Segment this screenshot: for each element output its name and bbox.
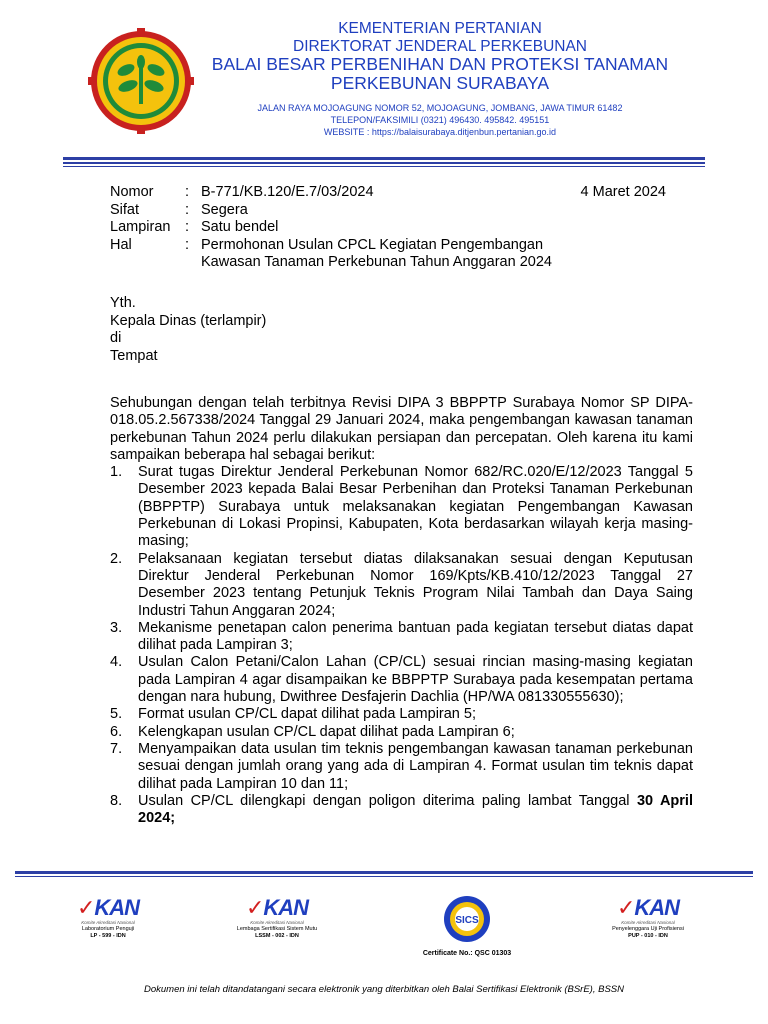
list-item-number: 1. — [110, 464, 123, 481]
meta-label: Sifat — [110, 201, 140, 218]
meta-value: Segera — [201, 201, 248, 218]
kan-cert-lssm — [227, 896, 327, 956]
list-item-text: Format usulan CP/CL dapat dilihat pada Lampiran 5; — [138, 706, 476, 723]
list-item — [110, 654, 693, 706]
list-item-number: 4. — [110, 654, 123, 671]
instruction-list — [110, 464, 693, 827]
kan-subtitle: Komite Akreditasi Nasional — [621, 920, 675, 925]
sics-cert — [412, 894, 522, 957]
kan-subtitle: Komite Akreditasi Nasional — [81, 920, 135, 925]
meta-colon: : — [185, 236, 190, 253]
addressee-place: Tempat — [110, 347, 158, 364]
list-item-number: 2. — [110, 550, 123, 567]
kan-logo-icon: ✓KAN — [76, 895, 140, 920]
list-item — [110, 706, 693, 723]
header-divider-medium — [63, 162, 705, 164]
meta-row-hal — [110, 237, 670, 272]
addressee-di: di — [110, 330, 122, 346]
directorate-name: DIREKTORAT JENDERAL PERKEBUNAN — [293, 38, 587, 55]
meta-colon: : — [185, 219, 190, 236]
kan-logo-icon: ✓KAN — [616, 895, 680, 920]
kan-subtitle: Komite Akreditasi Nasional — [250, 920, 304, 925]
institution-website[interactable]: WEBSITE : https://balaisurabaya.ditjenbun.pertanian.go.id — [323, 127, 557, 137]
list-item-text: Kelengkapan usulan CP/CL dapat dilihat pada Lampiran 6; — [138, 723, 515, 740]
footer-divider-thin — [15, 876, 753, 877]
meta-label: Hal — [110, 236, 132, 253]
list-item — [110, 741, 693, 793]
ministry-name: KEMENTERIAN PERTANIAN — [338, 20, 542, 37]
header-divider-thick — [63, 157, 705, 160]
e-signature-note: Dokumen ini telah ditandatangani secara elektronik yang diterbitkan oleh Balai Sertifikasi Elektronik (BSrE), BSSN — [144, 984, 624, 995]
list-item — [110, 551, 693, 620]
list-item-number: 6. — [110, 723, 123, 740]
list-item-number: 7. — [110, 740, 123, 757]
meta-colon: : — [185, 201, 190, 218]
kan-accreditation-type: Penyelenggara Uji Profisiensi — [612, 926, 684, 932]
sics-certificate-number: Certificate No.: QSC 01303 — [422, 950, 512, 957]
meta-colon: : — [185, 184, 190, 200]
header-divider-thin — [63, 166, 705, 167]
list-item-text: Menyampaikan data usulan tim teknis pengembangan kawasan tanaman perkebunan sesuai dengan jumlah orang yang ada di Lampiran 4. Format usulan tim teknis dapat dilihat pada Lampiran 10 dan 11; — [138, 740, 693, 792]
letter-date: 4 Maret 2024 — [580, 184, 666, 200]
meta-value-subject: Permohonan Usulan CPCL Kegiatan Pengembangan Kawasan Tanaman Perkebunan Tahun Anggaran 2024 — [201, 236, 552, 271]
sics-badge-text: SICS — [455, 915, 479, 926]
list-item-deadline — [110, 793, 693, 828]
list-item-number: 5. — [110, 706, 123, 723]
ministry-of-agriculture-emblem-icon — [88, 28, 194, 134]
meta-row-lampiran — [110, 219, 670, 237]
addressee-block — [110, 295, 266, 365]
kan-accreditation-type: Lembaga Sertifikasi Sistem Mutu — [236, 926, 318, 932]
addressee-name: Kepala Dinas (terlampir) — [110, 312, 267, 329]
list-item-text: Surat tugas Direktur Jenderal Perkebunan Nomor 682/RC.020/E/12/2023 Tanggal 5 Desember 2023 kepada Balai Besar Perbenihan dan Proteksi Tanaman Perkebunan (BBPPTP) Surabaya untuk melaksanakan kegiatan Pengembangan Kawasan Perkebunan di Lokasi Propinsi, Kabupaten, Kota berdasarkan wilayah kerja masing-masing; — [138, 464, 693, 550]
deadline-date: 30 April 2024; — [138, 792, 693, 827]
kan-accreditation-number: PUP - 010 - IDN — [628, 933, 668, 939]
footer-divider-thick — [15, 871, 753, 874]
kan-cert-pup — [598, 896, 698, 956]
kan-accreditation-type: Laboratorium Penguji — [81, 926, 135, 932]
meta-value: Satu bendel — [201, 219, 279, 236]
list-item-text — [138, 793, 693, 828]
letter-body — [110, 395, 693, 827]
list-item-text: Usulan Calon Petani/Calon Lahan (CP/CL) sesuai rincian masing-masing kegiatan pada Lampiran 4 agar disampaikan ke BBPPTP Surabaya pada kesempatan pertama dengan nara hubung, Dwithree Desfajerin Dachlia (HP/WA 081330555630); — [138, 654, 693, 706]
institution-phone: TELEPON/FAKSIMILI (0321) 496430. 495842. 495151 — [330, 115, 550, 125]
list-item-text: Mekanisme penetapan calon penerima bantuan pada kegiatan tersebut diatas dapat dilihat pada Lampiran 3; — [138, 619, 693, 654]
meta-row-sifat — [110, 202, 670, 220]
deadline-text: Usulan CP/CL dilengkapi dengan poligon diterima paling lambat Tanggal — [138, 792, 637, 809]
kan-logo-icon: ✓KAN — [245, 895, 309, 920]
institution-name-line1: BALAI BESAR PERBENIHAN DAN PROTEKSI TANAMAN — [211, 54, 669, 74]
meta-label: Nomor — [110, 184, 154, 200]
addressee-salutation: Yth. — [110, 295, 136, 311]
meta-label: Lampiran — [110, 219, 171, 236]
kan-accreditation-number: LSSM - 002 - IDN — [255, 933, 299, 939]
kan-accreditation-number: LP - 599 - IDN — [90, 933, 126, 939]
list-item-number: 8. — [110, 792, 123, 809]
list-item — [110, 724, 693, 741]
sics-badge-icon — [438, 894, 496, 944]
list-item-number: 3. — [110, 619, 123, 636]
institution-name-line2: PERKEBUNAN SURABAYA — [330, 73, 550, 93]
kan-cert-lp — [58, 896, 158, 956]
list-item — [110, 620, 693, 655]
intro-paragraph: Sehubungan dengan telah terbitnya Revisi DIPA 3 BBPPTP Surabaya Nomor SP DIPA-018.05.2.567338/2024 Tanggal 29 Januari 2024, maka pengembangan kawasan tanaman perkebunan Tahun 2024 perlu dilakukan persiapan dan percepatan. Oleh karena itu kami sampaikan beberapa hal sebagai berikut: — [110, 395, 693, 463]
list-item — [110, 464, 693, 550]
meta-value: B-771/KB.120/E.7/03/2024 — [201, 184, 374, 200]
list-item-text: Pelaksanaan kegiatan tersebut diatas dilaksanakan sesuai dengan Keputusan Direktur Jenderal Perkebunan Nomor 169/Kpts/KB.410/12/2023 Tanggal 27 Desember 2023 tentang Petunjuk Teknis Program Nilai Tambah dan Daya Saing Industri Tahun Anggaran 2024; — [138, 550, 693, 619]
institution-address: JALAN RAYA MOJOAGUNG NOMOR 52, MOJOAGUNG, JOMBANG, JAWA TIMUR 61482 — [257, 103, 623, 113]
